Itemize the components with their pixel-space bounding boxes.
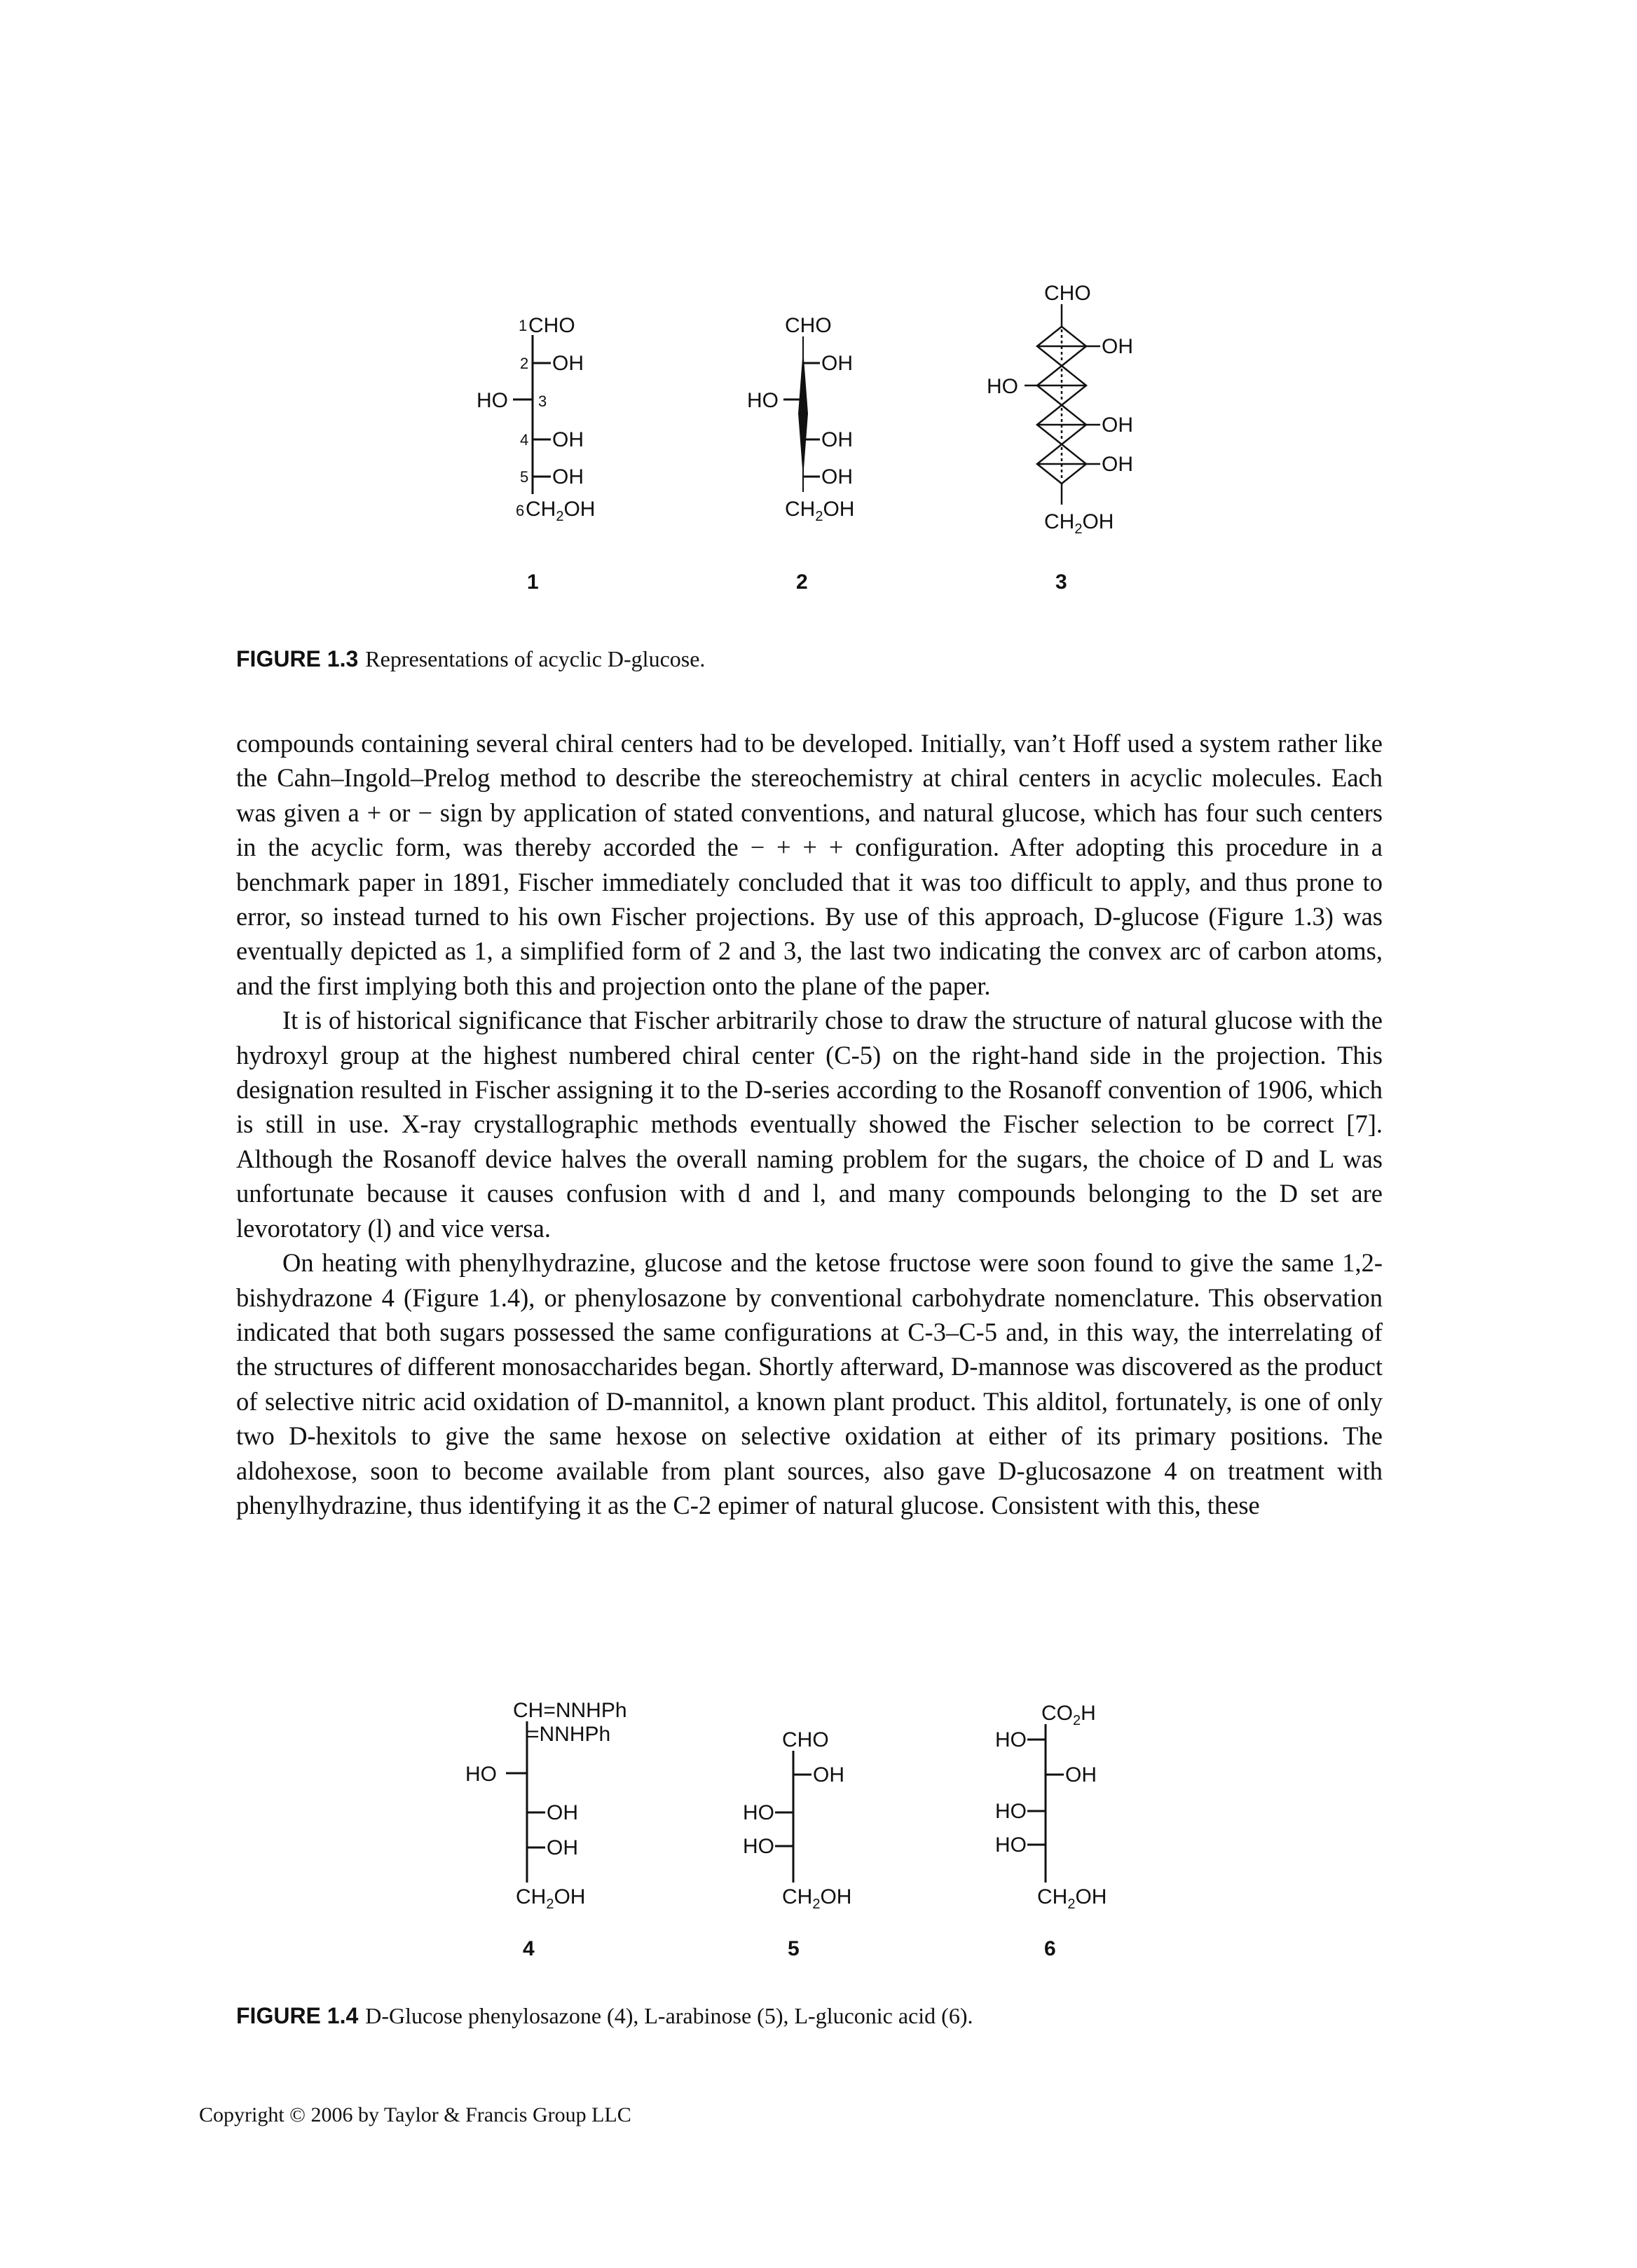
svg-text:OH: OH <box>547 1801 578 1824</box>
svg-text:OH: OH <box>552 352 584 375</box>
svg-text:HO: HO <box>995 1728 1027 1751</box>
body-text <box>236 726 1383 1522</box>
compound-label-3: 3 <box>1055 571 1067 594</box>
compound-label-2: 2 <box>796 571 808 594</box>
svg-text:HO: HO <box>477 389 508 412</box>
copyright-notice: Copyright © 2006 by Taylor & Francis Group LLC <box>199 2103 631 2126</box>
paragraph-3: On heating with phenylhydrazine, glucose and the ketose fructose were soon found to give the same 1,2-bishydrazone 4 (Figure 1.4), or phenylosazone by conventional carbohydrate nomenclature. This observation indicated that both sugars possessed the same configurations at C-3–C-5 and, in this way, the interrelating of the structures of different monosaccharides began. Shortly afterward, D-mannose was discovered as the product of selective nitric acid oxidation of D-mannitol, a known plant product. This alditol, fortunately, is one of only two D-hexitols to give the same hexose on selective oxidation at either of its primary positions. The aldohexose, soon to become available from plant sources, also gave D-glucosazone 4 on treatment with phenylhydrazine, thus identifying it as the C-2 epimer of natural glucose. Consistent with this, these <box>236 1248 1383 1519</box>
svg-text:2: 2 <box>520 355 529 372</box>
svg-text:HO: HO <box>995 1800 1027 1823</box>
compound-label-5: 5 <box>788 1937 800 1960</box>
figure-1-3-structure-1 <box>448 308 659 603</box>
svg-text:CH2OH: $CH_2OH$ <box>782 1885 852 1912</box>
svg-text:HO: HO <box>743 1801 774 1824</box>
svg-text:HO: HO <box>987 375 1018 398</box>
svg-text:6: 6 <box>516 502 525 519</box>
svg-text:3: 3 <box>538 392 547 410</box>
svg-text:=NNHPh: =NNHPh <box>527 1723 611 1746</box>
svg-text:OH: OH <box>821 465 853 489</box>
svg-text:OH: OH <box>552 465 584 489</box>
svg-text:CH2OH: $CH_2OH$ <box>785 498 855 524</box>
compound-label-1: 1 <box>527 571 539 594</box>
svg-text:CHO: CHO <box>782 1728 829 1751</box>
svg-text:OH: OH <box>1065 1763 1097 1787</box>
figure-1-4-caption: FIGURE 1.4 D-Glucose phenylosazone (4), L-arabinose (5), L-gluconic acid (6). <box>236 2003 973 2028</box>
svg-text:OH: OH <box>821 428 853 451</box>
svg-text:CH2OH: $CH_2OH$ <box>1037 1885 1107 1912</box>
svg-text:CHO: CHO <box>1044 282 1091 305</box>
figure-1-3-caption: FIGURE 1.3 Representations of acyclic D-glucose. <box>236 646 706 671</box>
figure-1-4-structure-4 <box>448 1696 673 1962</box>
svg-text:HO: HO <box>995 1833 1027 1857</box>
svg-text:CH2OH: $CH_2OH$ <box>516 1885 586 1912</box>
svg-text:HO: HO <box>747 389 779 412</box>
svg-text:CH2OH: $CH_2OH$ <box>1044 510 1114 537</box>
figure-1-4-structure-5 <box>715 1696 925 1962</box>
paragraph-1: compounds containing several chiral centers had to be developed. Initially, van’t Hoff used a system rather like the Cahn–Ingold–Prelog method to describe the stereochemistry at chiral centers in acyclic molecules. Each was given a + or − sign by application of stated conventions, and natural glucose, which has four such centers in the acyclic form, was thereby accorded the − + + + configuration. After adopting this procedure in a benchmark paper in 1891, Fischer immediately concluded that it was too difficult to apply, and thus prone to error, so instead turned to his own Fischer projections. By use of this approach, D-glucose (Figure 1.3) was eventually depicted as 1, a simplified form of 2 and 3, the last two indicating the convex arc of carbon atoms, and the first implying both this and projection onto the plane of the paper. <box>236 729 1383 1000</box>
svg-text:OH: OH <box>813 1763 844 1787</box>
svg-text:4: 4 <box>520 431 529 449</box>
paragraph-2: It is of historical significance that Fischer arbitrarily chose to draw the structure of natural glucose with the hydroxyl group at the highest numbered chiral center (C-5) on the right-hand side in the projection. This designation resulted in Fischer assigning it to the D-series according to the Rosanoff convention of 1906, which is still in use. X-ray crystallographic methods eventually showed the Fischer selection to be correct [7]. Although the Rosanoff device halves the overall naming problem for the sugars, the choice of D and L was unfortunate because it causes confusion with d and l, and many compounds belonging to the D set are levorotatory (l) and vice versa. <box>236 1006 1383 1243</box>
svg-text:5: 5 <box>520 468 529 486</box>
svg-text:CO2H: $CO_2H$ <box>1041 1702 1096 1728</box>
svg-text:OH: OH <box>821 352 853 375</box>
svg-text:CH2OH: $CH_2OH$ <box>526 498 596 524</box>
compound-label-6: 6 <box>1044 1937 1056 1960</box>
svg-text:CHO: CHO <box>785 314 832 337</box>
figure-1-3-structure-3 <box>967 273 1191 603</box>
svg-text:OH: OH <box>552 428 584 451</box>
svg-text:CH=NNHPh: CH=NNHPh <box>513 1699 627 1722</box>
svg-text:HO: HO <box>465 1763 497 1786</box>
compound-label-4: 4 <box>523 1937 535 1960</box>
svg-text:OH: OH <box>547 1836 578 1859</box>
svg-text:HO: HO <box>743 1835 774 1858</box>
cho-label: CHO <box>528 314 575 337</box>
svg-text:OH: OH <box>1102 414 1133 437</box>
svg-text:OH: OH <box>1102 335 1133 358</box>
svg-text:OH: OH <box>1102 453 1133 476</box>
figure-1-3-structure-2 <box>715 308 925 603</box>
figure-1-4-structure-6 <box>967 1696 1191 1962</box>
carbon-number-1: 1 <box>519 317 528 334</box>
